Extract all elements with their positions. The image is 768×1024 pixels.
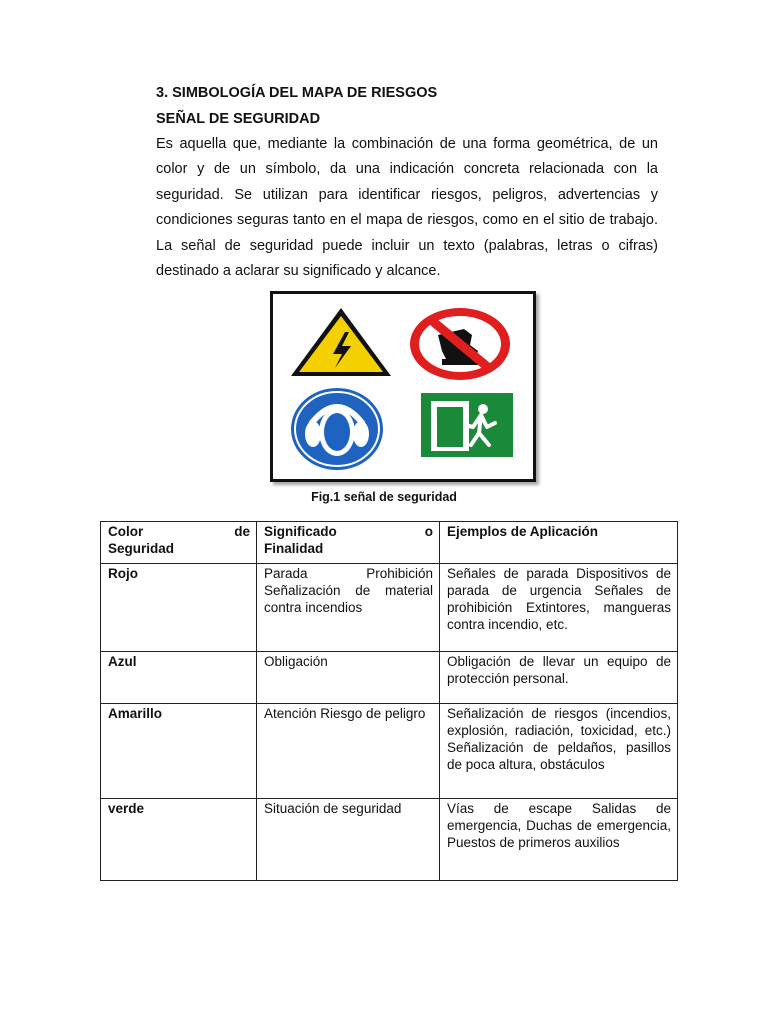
safety-color-table <box>100 521 678 881</box>
row-examples: Obligación de llevar un equipo de protección personal. <box>440 652 678 704</box>
section-paragraph: Es aquella que, mediante la combinación de una forma geométrica, de un color y de un símbolo, da una indicación concreta relacionada con la seguridad. Se utilizan para identificar riesgos, peligros, advertencias y condiciones seguras tanto en el mapa de riesgos, como en el sitio de trabajo. La señal de seguridad puede incluir un texto (palabras, letras o cifras) destinado a aclarar su significado y alcance. <box>156 136 658 280</box>
high-voltage-warning-icon <box>287 304 395 380</box>
row-meaning: Situación de seguridad <box>257 799 440 881</box>
row-color: Amarillo <box>101 704 257 799</box>
table-row <box>101 564 678 652</box>
table-header-row <box>101 522 678 564</box>
row-examples: Vías de escape Salidas de emergencia, Duchas de emergencia, Puestos de primeros auxilios <box>440 799 678 881</box>
header-examples: Ejemplos de Aplicación <box>440 522 678 564</box>
header-color: Color de Seguridad <box>101 522 257 564</box>
row-color: Azul <box>101 652 257 704</box>
row-color: Rojo <box>101 564 257 652</box>
row-meaning: Atención Riesgo de peligro <box>257 704 440 799</box>
table-row <box>101 799 678 881</box>
row-meaning: Obligación <box>257 652 440 704</box>
row-meaning: Parada Prohibición Señalización de material contra incendios <box>257 564 440 652</box>
safety-signs-figure <box>270 291 536 482</box>
ear-protection-mandatory-icon <box>289 386 385 472</box>
row-examples: Señales de parada Dispositivos de parada de urgencia Señales de prohibición Extintores, mangueras contra incendio, etc. <box>440 564 678 652</box>
no-touch-prohibition-icon <box>406 305 514 383</box>
section-title: 3. SIMBOLOGÍA DEL MAPA DE RIESGOS <box>156 85 438 101</box>
emergency-exit-icon <box>421 393 513 457</box>
figure-caption: Fig.1 señal de seguridad <box>311 490 457 504</box>
table-row <box>101 704 678 799</box>
section-subtitle: SEÑAL DE SEGURIDAD <box>156 111 321 127</box>
table-row <box>101 652 678 704</box>
row-examples: Señalización de riesgos (incendios, explosión, radiación, toxicidad, etc.) Señalización de peldaños, pasillos de poca altura, obstáculos <box>440 704 678 799</box>
header-meaning: Significado o Finalidad <box>257 522 440 564</box>
row-color: verde <box>101 799 257 881</box>
